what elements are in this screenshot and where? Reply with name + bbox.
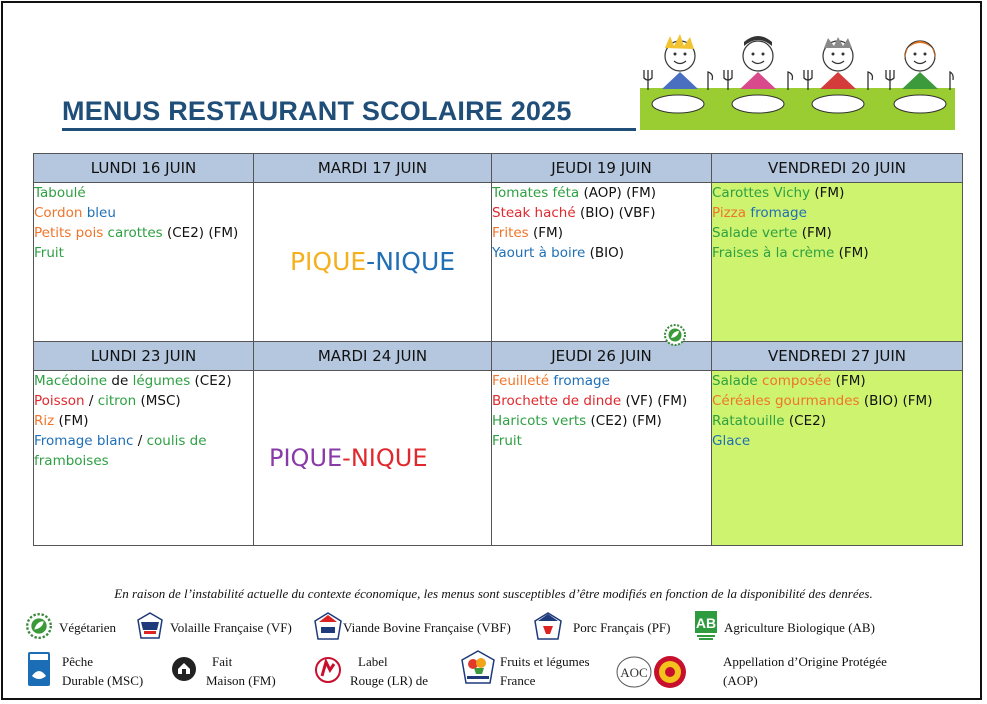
menu-item xyxy=(34,411,253,431)
day-header: MARDI 24 JUIN xyxy=(254,342,492,371)
legend-vf: Volaille Française (VF) xyxy=(170,620,292,635)
menu-item-text: citron xyxy=(97,393,141,409)
menu-item-text: Ratatouille xyxy=(712,413,789,429)
agriculture-biologique-icon xyxy=(695,611,717,641)
week2-header-row xyxy=(34,342,963,371)
fait-maison-icon xyxy=(171,656,197,682)
legend-fl-line2: France xyxy=(500,673,536,688)
menu-item-text: / xyxy=(137,433,147,449)
menu-item xyxy=(34,391,253,411)
menu-item-text: (CE2) (FM) xyxy=(590,413,662,429)
menu-item-text: composée xyxy=(762,373,836,389)
menu-item-text: Poisson xyxy=(34,393,89,409)
menu-item-text: fromage xyxy=(750,205,807,221)
legend-fm-line2: Maison (FM) xyxy=(206,673,276,688)
menu-item xyxy=(712,411,962,431)
legend-ab: Agriculture Biologique (AB) xyxy=(724,620,875,635)
menu-item-text: (BIO) (VBF) xyxy=(579,205,656,221)
legend-aop-line1: Appellation d’Origine Protégée xyxy=(723,654,887,669)
legend-msc-line2: Durable (MSC) xyxy=(62,673,144,688)
menu-item xyxy=(712,371,962,391)
menu-item-text: (FM) xyxy=(838,245,869,261)
menu-item-text: (BIO) xyxy=(589,245,625,261)
legend-lr xyxy=(350,652,428,690)
menu-item-text: (AOP) (FM) xyxy=(583,185,657,201)
picnic-word-1: PIQUE xyxy=(269,444,343,472)
day-header: LUNDI 16 JUIN xyxy=(34,154,254,183)
menu-item-text: (BIO) (FM) xyxy=(863,393,933,409)
menu-item xyxy=(712,223,962,243)
volaille-francaise-icon xyxy=(135,612,165,640)
menu-cell-picnic xyxy=(254,371,492,546)
title-underline xyxy=(62,128,636,131)
menu-items xyxy=(712,371,962,451)
menu-item-text: (FM) xyxy=(58,413,89,429)
menu-item-text: Haricots verts xyxy=(492,413,591,429)
menu-item-text: Yaourt à boire xyxy=(492,245,590,261)
menu-item-text: Feuilleté xyxy=(492,373,554,389)
menu-item-text: Tomates féta xyxy=(492,185,584,201)
menu-item-text: (FM) xyxy=(814,185,845,201)
picnic-dash: - xyxy=(342,444,351,472)
menu-item xyxy=(712,391,962,411)
menu-item xyxy=(34,223,253,243)
menu-cell xyxy=(492,371,712,546)
week1-header-row xyxy=(34,154,963,183)
menu-cell xyxy=(712,183,963,342)
msc-fish-icon xyxy=(28,652,50,686)
menu-item xyxy=(492,431,711,451)
children-at-table-illustration xyxy=(640,34,955,130)
menu-item xyxy=(492,223,711,243)
menu-item-text: Fruit xyxy=(492,433,522,449)
legend-aop xyxy=(723,652,887,690)
label-rouge-icon xyxy=(314,656,344,684)
menu-item-text: Salade xyxy=(712,373,763,389)
porc-francais-icon xyxy=(533,612,563,640)
menu-item xyxy=(34,243,253,263)
menu-item-text: coulis de xyxy=(146,433,207,449)
disclaimer-note: En raison de l’instabilité actuelle du contexte économique, les menus sont susceptibles d’être modifiés en fonction de la disponibilité des denrées. xyxy=(114,586,873,601)
legend-fm-line1: Fait xyxy=(212,654,233,669)
menu-table xyxy=(33,153,963,546)
day-header: MARDI 17 JUIN xyxy=(254,154,492,183)
day-header: JEUDI 26 JUIN xyxy=(492,342,712,371)
legend-msc-line1: Pêche xyxy=(62,654,94,669)
menu-item-text: Pizza xyxy=(712,205,751,221)
menu-item-text: / xyxy=(88,393,98,409)
day-header: JEUDI 19 JUIN xyxy=(492,154,712,183)
menu-items xyxy=(34,371,253,471)
legend-vbf: Viande Bovine Française (VBF) xyxy=(343,620,511,635)
svg-text:AB: AB xyxy=(695,615,717,631)
picnic-word-1: PIQUE xyxy=(289,247,367,276)
week1-menu-row xyxy=(34,183,963,342)
menu-item-text: (FM) xyxy=(835,373,866,389)
menu-item xyxy=(492,183,711,203)
menu-item xyxy=(492,411,711,431)
menu-item xyxy=(34,431,253,451)
menu-item-text: bleu xyxy=(86,205,116,221)
menu-item-text: (CE2) xyxy=(788,413,826,429)
menu-item-text: Carottes Vichy xyxy=(712,185,815,201)
menu-item-text: Riz xyxy=(34,413,59,429)
legend-fm xyxy=(206,652,276,690)
menu-item xyxy=(712,203,962,223)
menu-items xyxy=(492,371,711,451)
menu-item-text: (FM) xyxy=(801,225,832,241)
menu-cell xyxy=(712,371,963,546)
menu-item-text: (MSC) xyxy=(140,393,181,409)
menu-items xyxy=(492,183,711,263)
menu-item xyxy=(492,203,711,223)
menu-item xyxy=(34,451,253,471)
picnic-word-2: NIQUE xyxy=(375,247,456,276)
menu-item-text: Fruit xyxy=(34,245,64,261)
svg-text:AOC: AOC xyxy=(620,665,648,680)
vegetarian-leaf-icon xyxy=(26,613,52,639)
legend-pf: Porc Français (PF) xyxy=(573,620,671,635)
legend-vegetarien: Végétarien xyxy=(59,620,117,635)
legend-fl-line1: Fruits et légumes xyxy=(500,654,590,669)
menu-items xyxy=(34,183,253,263)
menu-item-text: Fraises à la crème xyxy=(712,245,839,261)
picnic-label xyxy=(254,183,491,341)
menu-item-text: fromage xyxy=(553,373,610,389)
picnic-dash: - xyxy=(366,247,376,276)
vegetarian-leaf-icon xyxy=(664,324,686,346)
legend-msc xyxy=(62,652,143,690)
fruits-legumes-france-icon xyxy=(460,650,496,684)
week2-menu-row xyxy=(34,371,963,546)
menu-item-text: carottes xyxy=(107,225,167,241)
menu-item xyxy=(492,371,711,391)
menu-cell-picnic xyxy=(254,183,492,342)
menu-item-text: Frites xyxy=(492,225,534,241)
menu-item xyxy=(712,243,962,263)
menu-item-text: Glace xyxy=(712,433,751,449)
menu-item-text: framboises xyxy=(34,453,109,469)
menu-item-text: Fromage blanc xyxy=(34,433,138,449)
menu-item-text: Cordon xyxy=(34,205,87,221)
day-header: LUNDI 23 JUIN xyxy=(34,342,254,371)
menu-item-text: (VF) (FM) xyxy=(625,393,688,409)
legend-fl xyxy=(500,652,590,690)
legend-aop-line2: (AOP) xyxy=(723,673,758,688)
menu-cell xyxy=(34,183,254,342)
page-title: MENUS RESTAURANT SCOLAIRE 2025 xyxy=(62,96,572,126)
picnic-label xyxy=(254,371,491,545)
menu-cell xyxy=(34,371,254,546)
picnic-word-2: NIQUE xyxy=(350,444,428,472)
menu-item xyxy=(34,371,253,391)
menu-item xyxy=(34,183,253,203)
legend-lr-line2: Rouge (LR) de xyxy=(350,673,428,688)
menu-item-text: (CE2) (FM) xyxy=(166,225,239,241)
menu-item-text: (FM) xyxy=(533,225,563,241)
menu-item-text: légumes xyxy=(132,373,195,389)
menu-item-text: Taboulé xyxy=(34,185,86,201)
menu-item-text: Steak haché xyxy=(492,205,580,221)
menu-item-text: Petits pois xyxy=(34,225,108,241)
menu-item xyxy=(712,183,962,203)
legend-lr-line1: Label xyxy=(358,654,388,669)
menu-item-text: Céréales gourmandes xyxy=(712,393,864,409)
menu-item xyxy=(34,203,253,223)
day-header: VENDREDI 20 JUIN xyxy=(712,154,963,183)
menu-item xyxy=(492,391,711,411)
viande-bovine-francaise-icon xyxy=(313,612,343,640)
menu-item-text: Brochette de dinde xyxy=(492,393,626,409)
menu-item-text: Salade verte xyxy=(712,225,802,241)
menu-item xyxy=(492,243,711,263)
menu-cell xyxy=(492,183,712,342)
aop-seal-icon xyxy=(615,654,691,690)
menu-item-text: Macédoine xyxy=(34,373,112,389)
day-header: VENDREDI 27 JUIN xyxy=(712,342,963,371)
menu-items xyxy=(712,183,962,263)
menu-item-text: (CE2) xyxy=(194,373,232,389)
menu-item-text: de xyxy=(111,373,133,389)
menu-item xyxy=(712,431,962,451)
